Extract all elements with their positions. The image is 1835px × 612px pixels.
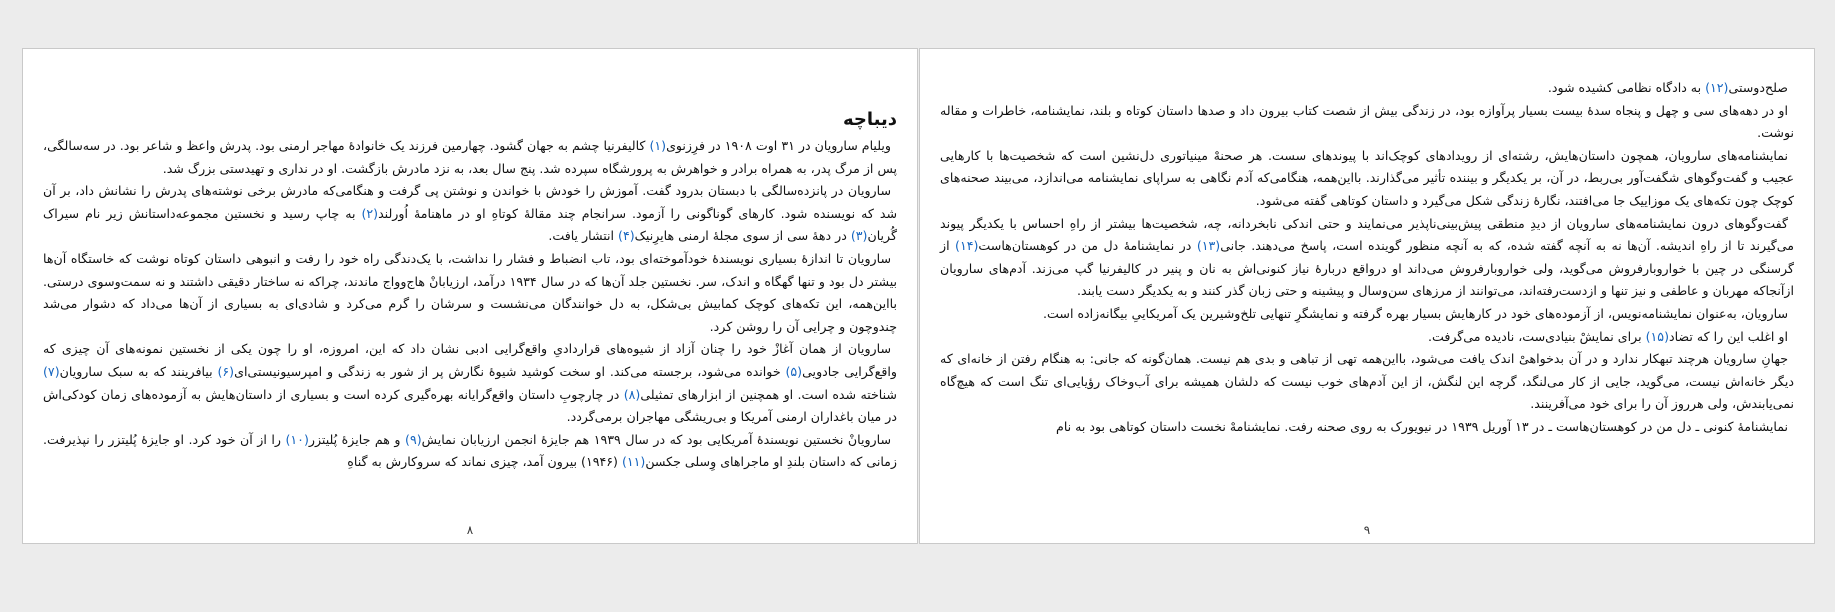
- paragraph-text: او اغلب این را که تضاد: [1668, 328, 1788, 344]
- paragraph-text: سارویان، به‌عنوان نمایشنامه‌نویس، از آزموده‌های خود در کارهایش بسیار بهره گرفته و نمایشگرِ تنهایی تلخ‌وشیرین یک آمریکاییِ بیگانه‌زاده است.: [1043, 305, 1788, 321]
- paragraph-text: نمایشنامه‌های سارویان، همچون داستان‌هایش، رشته‌ای از رویدادهای کوچک‌اند با پیوندهای سست. هر صحنهْ مینیاتوری دل‌نشین است که شخصیت‌ها با کارهایی عجیب و گفت‌وگوهای شگفت‌آور بی‌ربط، در آن، بر یکدیگر و بیننده تأثیر می‌گذارند. بااین‌همه، هنگامی‌که آدم نگاهی به سراپای نمایشنامه می‌اندازد، می‌بیند صحنه‌های کوچک چون تکه‌های یک موزاییک جا می‌افتند، نگارهٔ زندگی شکل می‌گیرد و داستان کوتاهی گفته می‌شود.: [940, 147, 1794, 208]
- paragraph-text: شناخته شده است. او همچنین از ابزارهای تمثیلی: [640, 386, 897, 402]
- paragraph: [940, 348, 1794, 416]
- footnote-reference[interactable]: (۹): [405, 431, 422, 447]
- paragraph-text: در دههٔ سی از سوی مجلهٔ ارمنی هایرِنیک: [634, 228, 851, 244]
- footnote-reference[interactable]: (۶): [217, 363, 235, 379]
- footnote-reference[interactable]: (۱۱): [621, 454, 646, 470]
- paragraph-text: خوانده می‌شود، برجسته می‌کند. او سخت کوشید شیوهٔ نگارش پر از شور به زندگی و امپرسیونیستی‌ای: [234, 363, 786, 379]
- page-number-left: ۸: [466, 523, 474, 537]
- paragraph-text: به چاپ رسید و نخستین مجموعه‌داستانش زیر نام سیراک گُریان: [43, 205, 897, 244]
- paragraph-text: از گرسنگی در چین با خواروبارفروش می‌گوید، ولی خواروبارفروش می‌داند او درواقع دربارهٔ نیاز کنونی‌اش به نان و پنیر در کالیفرنیا گپ می‌زند. آدم‌های سارویان ازآنجاکه مهربان و عاطفی و نیز تنها و ازدست‌رفته‌اند، می‌توانند از مرزهای سن‌وسال و پیشینه و حتی زبان گذر کنند و به یکدیگر دست یابند.: [940, 238, 1794, 299]
- footnote-reference[interactable]: (۴): [618, 228, 635, 244]
- paragraph: [940, 213, 1794, 303]
- paragraph-text: انتشار یافت.: [548, 228, 619, 244]
- paragraph: [43, 180, 897, 248]
- paragraph-text: سارویان در پانزده‌سالگی با دبستان بدرود گفت. آموزش را خودش با خواندن و نوشتن پی گرفت و هنگامی‌که مادرش برخی نوشته‌های پدرش را نشانش داد، بر آن شد که نویسنده شود. کارهای گوناگونی را آزمود. سرانجام چند مقالهٔ کوتاهِ او در ماهنامهٔ اُورلند: [43, 183, 898, 221]
- paragraph-text: در چارچوبِ داستان واقع‌گرایانه بهره‌گیری کرده است و بسیاری از داستان‌هایش به آزموده‌های زمان کودکی‌اش در میان باغداران ارمنی آمریکا و بی‌ریشگی مهاجران برمی‌گردد.: [43, 386, 897, 425]
- paragraph: [43, 338, 897, 428]
- right-body-text: [940, 77, 1794, 439]
- paragraph-text: (۱۹۴۶) بیرون آمد، چیزی نماند که سروکارش به گناهِ: [347, 454, 622, 470]
- paragraph-text: سارویان تا اندازهٔ بسیاری نویسندهٔ خودآموخته‌ای بود، تاب انضباط و فشار را نداشت، با یک‌دندگی راه خود را رفت و انبوهی داستان کوتاه نوشت که خاستگاه آن‌ها بیشتر دل بود و تنها گهگاه و اندک، سر. نخستین جلد آن‌ها که در سال ۱۹۳۴ درآمد، ارزیابانْ هاج‌وواج ماندند، چراکه نه ساختار دقیقی داشتند و نه سمت‌وسوی درستی. بااین‌همه، این تکه‌های کوچک کمابیش بی‌شکل، به دل خوانندگان می‌نشست و سرشان را گرم می‌کرد و شادی‌ای به بسیاری از آن‌ها می‌داد که دشوار می‌شد چندوچون و چرایی آن را روشن کرد.: [43, 250, 897, 334]
- paragraph-text: بیافرینند که به سبک سارویان: [59, 363, 218, 379]
- paragraph-text: را از آن خود کرد. او جایزهٔ پُلیتزر را نپذیرفت. زمانی که داستان بلندِ او ماجراهای وِسلی جکسن: [43, 431, 897, 470]
- paragraph-text: و هم جایزهٔ پُلیتزر: [308, 431, 406, 447]
- paragraph-text: در نمایشنامهٔ دل من در کوهستان‌هاست: [978, 238, 1197, 254]
- footnote-reference[interactable]: (۱۰): [285, 431, 309, 447]
- page-right-content: [940, 77, 1794, 439]
- paragraph-text: به دادگاه نظامی کشیده شود.: [1547, 80, 1706, 95]
- footnote-reference[interactable]: (۱۴): [955, 238, 979, 254]
- paragraph-text: سارویانْ نخستین نویسندهٔ آمریکایی بود که در سال ۱۹۳۹ هم جایزهٔ انجمن ارزیابان نمایش: [421, 431, 892, 447]
- paragraph-text: گفت‌وگوهای درون نمایشنامه‌های سارویان از دیدِ منطقی پیش‌بینی‌ناپذیر می‌نمایند و حتی اندکی نابخردانه، چه، شخصیت‌ها بیشتر از راهِ احساس با یکدیگر پیوند می‌گیرند تا از راهِ اندیشه. آن‌ها نه به آنچه گفته شده، که به آنچه منظور گوینده است، پاسخ می‌دهند. جانی: [940, 215, 1794, 254]
- book-spread: [22, 48, 1817, 544]
- footnote-reference[interactable]: (۷): [43, 363, 60, 379]
- page-right: [919, 48, 1815, 544]
- footnote-reference[interactable]: (۸): [623, 386, 641, 402]
- paragraph: [940, 326, 1794, 349]
- paragraph: [43, 429, 897, 474]
- paragraph-text: صلح‌دوستی: [1728, 80, 1788, 95]
- paragraph: [940, 100, 1794, 145]
- paragraph: [43, 248, 897, 338]
- paragraph-text: نمایشنامهٔ کنونی ـ دل من در کوهستان‌هاست ـ در ۱۳ آوریل ۱۹۳۹ در نیویورک به روی صحنه رفت. نمایشنامهْ نخست داستان کوتاهی بود به نام: [1056, 418, 1788, 434]
- footnote-reference[interactable]: (۳): [850, 228, 868, 244]
- footnote-reference[interactable]: (۱۵): [1645, 328, 1669, 344]
- footnote-reference[interactable]: (۵): [785, 363, 803, 379]
- page-left-content: [43, 107, 897, 474]
- page-title: دیباچه: [843, 109, 897, 130]
- page-number-right: ۹: [1363, 523, 1371, 537]
- paragraph: [940, 303, 1794, 326]
- paragraph: [940, 416, 1794, 439]
- paragraph: [940, 77, 1794, 100]
- paragraph-text: ویلیام سارویان در ۳۱ اوت ۱۹۰۸ در فرِزنوی: [666, 138, 891, 153]
- footnote-reference[interactable]: (۲): [361, 205, 379, 221]
- footnote-reference[interactable]: (۱۲): [1705, 80, 1729, 95]
- paragraph-text: او در دهه‌های سی و چهل و پنجاه سدهٔ بیست بسیار پرآوازه بود، در زندگی بیش از شصت کتاب بیرون داد و صدها داستان کوتاه و بلند، نمایشنامه، خاطرات و مقاله نوشت.: [940, 102, 1794, 141]
- paragraph-text: کالیفرنیا چشم به جهان گشود. چهارمین فرزند یک خانوادهٔ مهاجر ارمنی بود. پدرش واعظ و شاعر بود. در سه‌سالگی، پس از مرگ پدر، به همراه برادر و خواهرش به پرورشگاه سپرده شد. پنج سال بعد، به نزد مادرش بازگشت. او در نداری و تهیدستی بزرگ شد.: [43, 138, 897, 176]
- paragraph-text: برای نمایشْ بنیادی‌ست، نادیده می‌گرفت.: [1427, 328, 1646, 344]
- footnote-reference[interactable]: (۱۳): [1196, 238, 1221, 254]
- paragraph: [940, 145, 1794, 213]
- paragraph-text: سارویان از همان آغازْ خود را چنان آزاد از شیوه‌های قراردادیِ واقع‌گرایی ادبی نشان داد که این، امروزه، او را چون یکی از نخستین نمونه‌های آن چیزی که واقع‌گرایی جادویی: [43, 341, 897, 379]
- paragraph: [43, 135, 897, 180]
- paragraph-text: جهانِ سارویان هرچند تبهکار ندارد و در آن بدخواهیْ اندک یافت می‌شود، بااین‌همه تهی از تباهی و بدی هم نیست. همان‌گونه که جانی: به هنگام رفتن از خانه‌ای که دیگر خانه‌اش نیست، می‌گوید، جایی از کار می‌لنگد، گرچه این لنگش، از این آدم‌های خوب نیست که دلشان همیشه برای آب‌وخاک رؤیایی‌ای تنگ است که هیچ‌گاه نمی‌یابندش، ولی هرروز آن را برای خود می‌آفرینند.: [940, 351, 1794, 412]
- footnote-reference[interactable]: (۱): [649, 138, 667, 153]
- left-body-text: [43, 135, 897, 474]
- page-left: [22, 48, 918, 544]
